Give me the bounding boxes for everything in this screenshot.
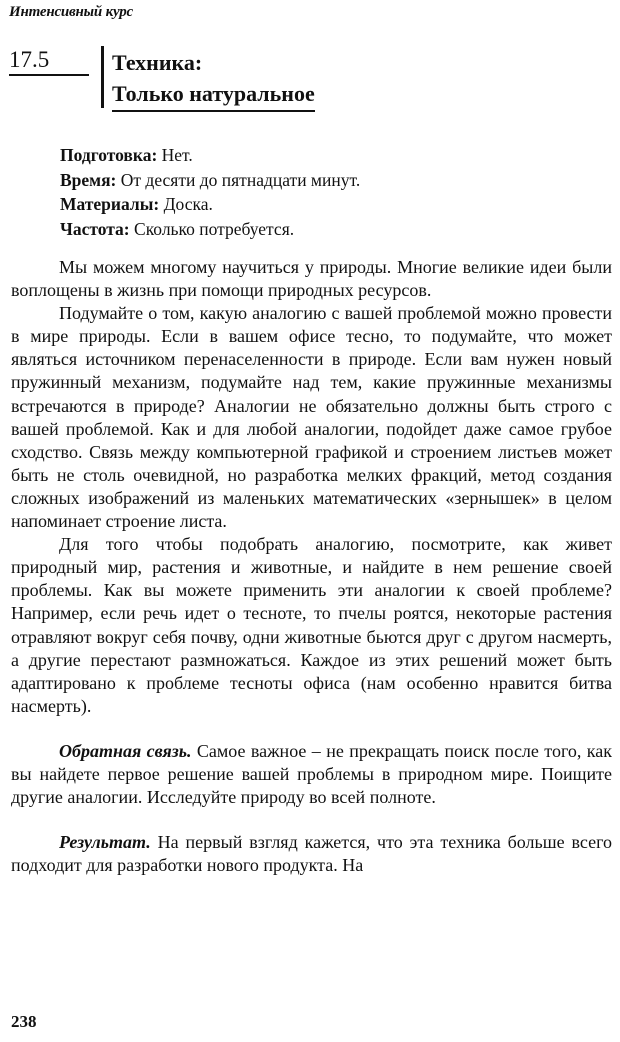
page-number: 238	[11, 1012, 37, 1031]
feedback-term: Обратная связь.	[59, 740, 192, 761]
result-text: На первый взгляд кажется, что эта техника больше всего подходит для разработки нового продукта. На	[11, 832, 612, 876]
meta-time-value: От десяти до пятнадцати минут.	[116, 169, 361, 190]
meta-materials-value: Доска.	[159, 194, 213, 214]
section-divider	[101, 46, 104, 108]
meta-time-label: Время:	[60, 169, 117, 190]
meta-time	[60, 168, 360, 193]
meta-materials-label: Материалы:	[60, 194, 160, 214]
section-number: 17.5	[9, 47, 89, 76]
result-term: Результат.	[59, 832, 151, 853]
section-title-line2: Только натуральное	[112, 78, 315, 112]
feedback-text: Самое важное – не прекращать поиск после того, как вы найдете первое решение вашей проблемы в природном мире. Поищите другие аналогии. Исследуйте природу во всей полноте.	[11, 740, 612, 808]
paragraph-feedback	[11, 740, 612, 809]
section-title	[112, 47, 315, 112]
meta-preparation-value: Нет.	[157, 145, 193, 165]
meta-materials	[60, 192, 360, 217]
section-title-line1: Техника:	[112, 50, 203, 75]
technique-meta	[60, 143, 360, 241]
paragraph-find-analogy: Для того чтобы подобрать аналогию, посмотрите, как живет природный мир, растения и животные, и найдите в нем решение своей проблемы. Как вы можете применить эти аналогии к своей проблеме? Например, если речь идет о тесноте, то пчелы роятся, некоторые растения отравляют вокруг себя почву, одни животные бьются друг с другом насмерть, а другие перестают размножаться. Каждое из этих решений может быть адаптировано к проблеме тесноты офиса (нам особенно нравится битва насмерть).	[11, 534, 612, 716]
meta-preparation	[60, 143, 360, 168]
running-head: Интенсивный курс	[9, 4, 133, 20]
meta-frequency	[60, 217, 360, 242]
meta-preparation-label: Подготовка:	[60, 145, 158, 165]
paragraph-analogy: Подумайте о том, какую аналогию с вашей проблемой можно провести в мире природы. Если в вашем офисе тесно, то подумайте, что может являться источником перенаселенности в природе. Если вам нужен новый пружинный механизм, подумайте над тем, какие пружинные механизмы встречаются в природе? Аналогии не обязательно должны быть строго с вашей проблемой. Как и для любой аналогии, подойдет даже самое грубое сходство. Связь между компьютерной графикой и строением листьев может быть не столь очевидной, но разработка мелких фракций, метод создания сложных изображений из маленьких математических «зернышек» в целом напоминает строение листа.	[11, 303, 612, 532]
body-text	[11, 256, 612, 877]
paragraph-intro: Мы можем многому научиться у природы. Многие великие идеи были воплощены в жизнь при помощи природных ресурсов.	[11, 257, 612, 301]
paragraph-result	[11, 831, 612, 877]
meta-frequency-value: Сколько потребуется.	[129, 218, 295, 239]
meta-frequency-label: Частота:	[60, 218, 130, 239]
